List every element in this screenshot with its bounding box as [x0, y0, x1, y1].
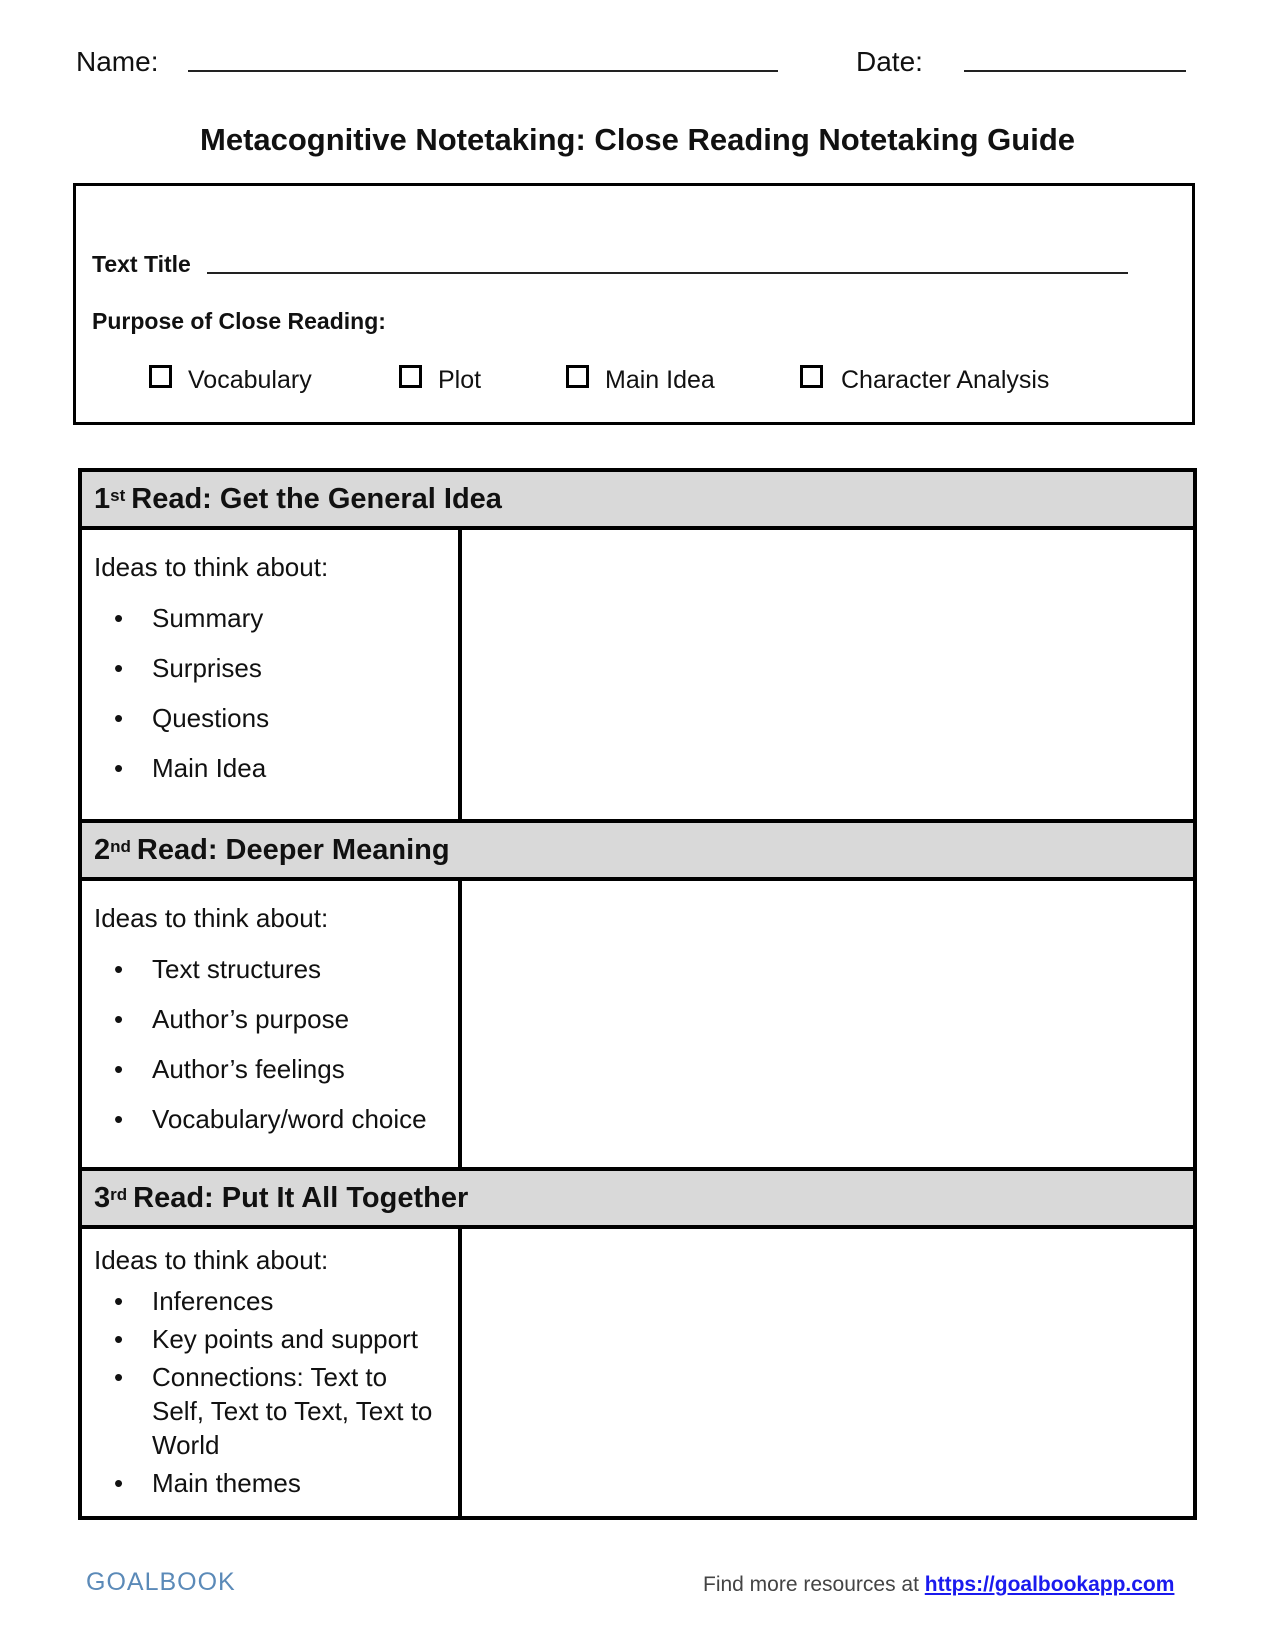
list-item: • Questions: [94, 703, 458, 734]
read-number: 1: [94, 482, 111, 515]
read-3-notes-area[interactable]: [462, 1229, 1193, 1516]
read-suffix: st: [110, 486, 126, 505]
read-2-notes-area[interactable]: [462, 881, 1193, 1167]
list-item: • Main Idea: [94, 753, 458, 784]
option-label: Vocabulary: [188, 366, 312, 394]
checkbox-icon[interactable]: [800, 365, 823, 388]
list-item: • Author’s feelings: [94, 1054, 458, 1085]
read-2-header: [82, 823, 1193, 881]
resources-text: Find more resources at: [703, 1573, 919, 1596]
checkbox-icon[interactable]: [149, 365, 172, 388]
purpose-label: Purpose of Close Reading:: [92, 308, 386, 334]
option-plot[interactable]: [399, 366, 481, 395]
list-item: • Summary: [94, 603, 458, 634]
list-item: • Author’s purpose: [94, 1004, 458, 1035]
read-title: Read: Put It All Together: [133, 1181, 469, 1214]
date-line[interactable]: [964, 70, 1186, 72]
read-title: Read: Deeper Meaning: [136, 833, 450, 866]
read-suffix: nd: [110, 837, 131, 856]
list-item: • Main themes: [94, 1466, 458, 1500]
page-title: Metacognitive Notetaking: Close Reading Notetaking Guide: [200, 122, 1075, 157]
option-label: Plot: [438, 366, 482, 394]
list-item: • Connections: Text to Self, Text to Text, Text to World: [94, 1360, 458, 1462]
read-1-row: [82, 530, 1193, 823]
ideas-intro: Ideas to think about:: [94, 1245, 329, 1275]
list-item: • Inferences: [94, 1284, 458, 1318]
goalbook-link[interactable]: https://goalbookapp.com: [924, 1573, 1175, 1596]
ideas-list: [94, 954, 458, 1135]
read-2-row: [82, 881, 1193, 1171]
read-title: Read: Get the General Idea: [131, 482, 502, 515]
name-label: Name:: [76, 46, 159, 77]
list-item: • Text structures: [94, 954, 458, 985]
read-2-ideas: [82, 881, 462, 1167]
ideas-intro: Ideas to think about:: [94, 552, 329, 582]
ideas-intro: Ideas to think about:: [94, 903, 329, 933]
name-line[interactable]: [188, 70, 778, 72]
checkbox-icon[interactable]: [399, 365, 422, 388]
date-label: Date:: [856, 46, 923, 77]
option-character-analysis[interactable]: [800, 366, 1049, 395]
read-suffix: rd: [110, 1185, 128, 1204]
option-vocabulary[interactable]: [149, 366, 312, 395]
read-1-header: [82, 472, 1193, 530]
read-3-row: [82, 1229, 1193, 1516]
option-main-idea[interactable]: [566, 366, 715, 395]
read-1-notes-area[interactable]: [462, 530, 1193, 819]
text-title-line[interactable]: [207, 272, 1128, 274]
list-item: • Vocabulary/word choice: [94, 1104, 458, 1135]
list-item: • Key points and support: [94, 1322, 458, 1356]
read-3-header: [82, 1171, 1193, 1229]
list-item: • Surprises: [94, 653, 458, 684]
footer-resources: [703, 1573, 1174, 1597]
checkbox-icon[interactable]: [566, 365, 589, 388]
read-1-ideas: [82, 530, 462, 819]
option-label: Character Analysis: [841, 366, 1050, 394]
read-number: 2: [94, 833, 111, 866]
text-info-box: [73, 183, 1195, 425]
read-3-ideas: [82, 1229, 462, 1516]
reading-grid: [78, 468, 1197, 1520]
goalbook-logo: GOALBOOK: [86, 1568, 236, 1596]
text-title-label: Text Title: [92, 251, 191, 277]
ideas-list: [94, 1284, 458, 1500]
read-number: 3: [94, 1181, 111, 1214]
ideas-list: [94, 603, 458, 784]
option-label: Main Idea: [605, 366, 715, 394]
